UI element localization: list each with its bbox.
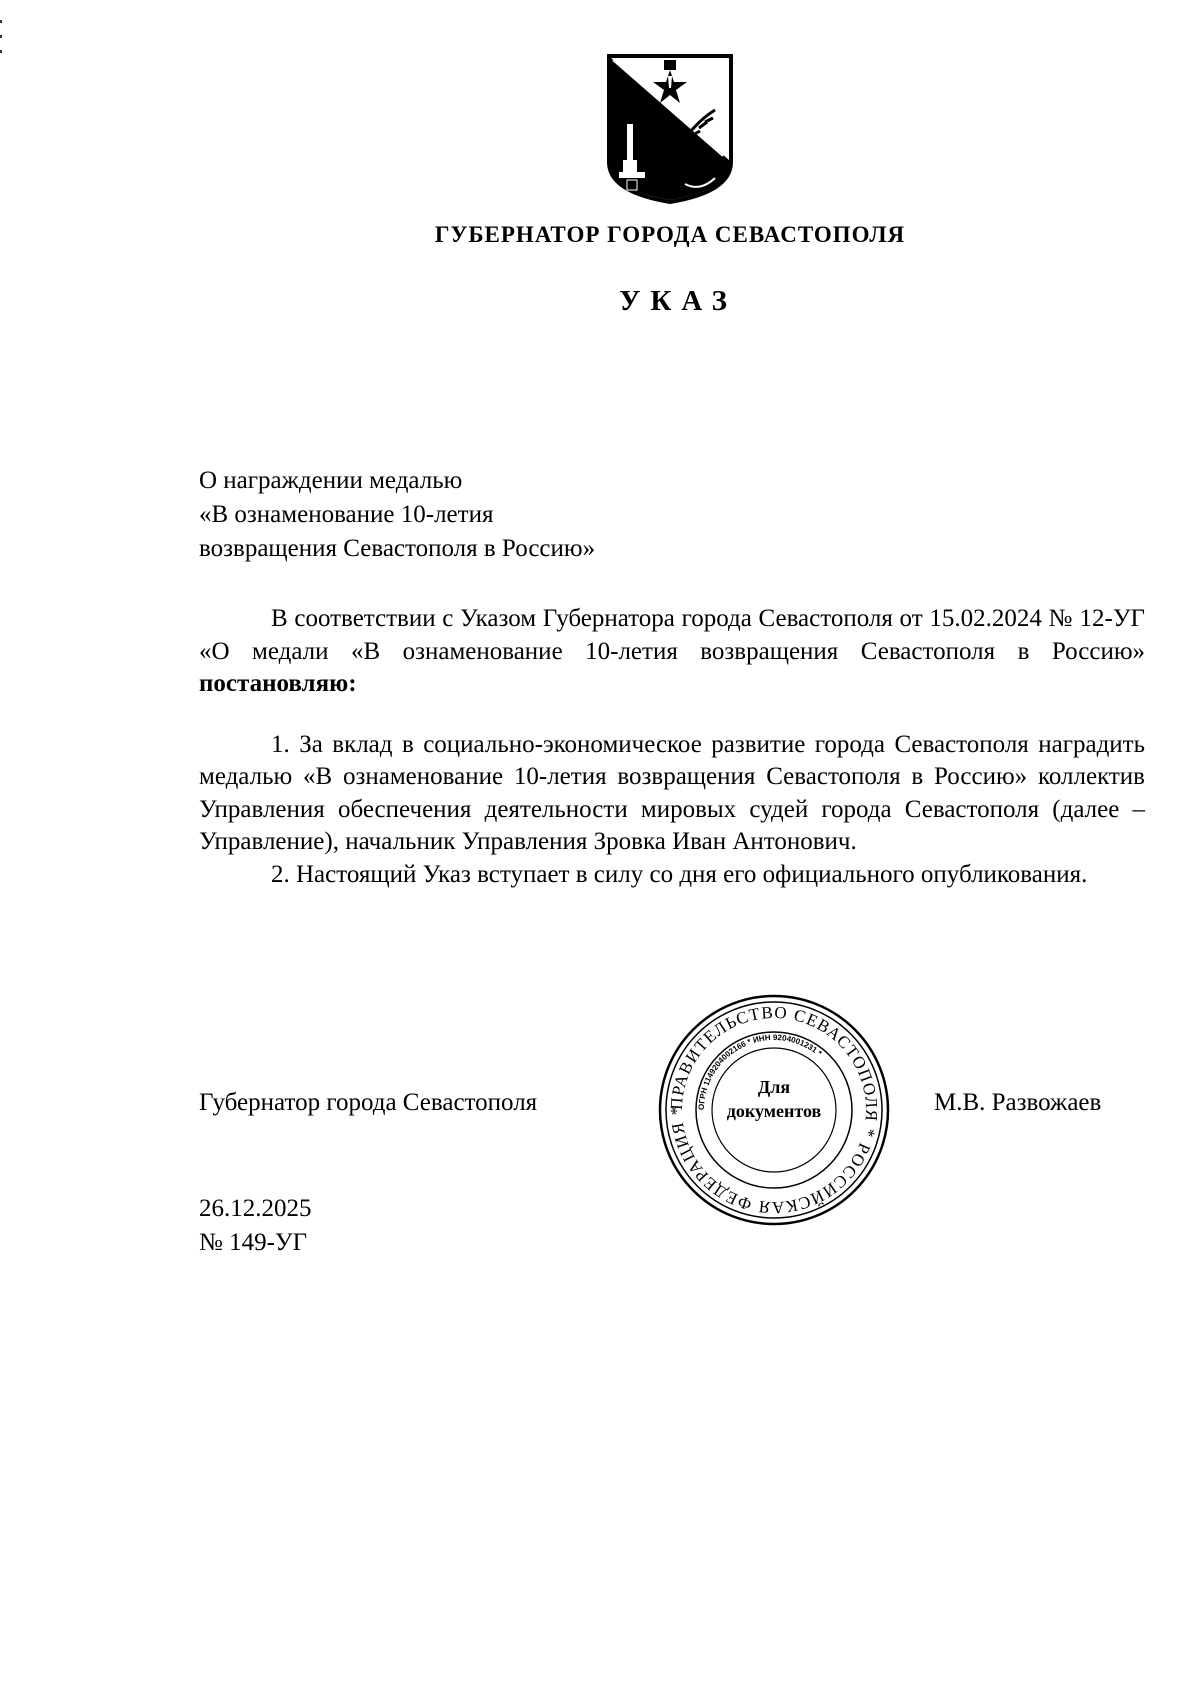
seal-center-line: документов — [726, 1101, 822, 1121]
decree-subject — [199, 464, 595, 566]
decree-date: 26.12.2025 — [199, 1195, 312, 1222]
subject-line: возвращения Севастополя в Россию» — [199, 535, 596, 562]
decree-number: № 149-УГ — [199, 1229, 308, 1256]
signatory-position: Губернатор города Севастополя — [199, 1089, 538, 1116]
seal-inner-ring-text: ОГРН 1149204002166 * ИНН 9204001231 * — [696, 1032, 824, 1111]
preamble-text: В соответствии с Указом Губернатора города Севастополя от 15.02.2024 № 12-УГ «О медали «В ознаменование 10-летия возвращения Севастополя в Россию» — [199, 605, 1145, 665]
subject-line: «В ознаменование 10-летия — [199, 501, 494, 528]
decree-registration — [199, 1192, 312, 1260]
subject-line: О награждении медалью — [199, 467, 463, 494]
preamble-paragraph — [199, 603, 1145, 701]
item-1-paragraph: 1. За вклад в социально-экономическое развитие города Севастополя наградить медалью «В ознаменование 10-летия возвращения Севастополя в Россию» коллектив Управления обеспечения деятельности мировых судей города Севастополя (далее – Управление), начальник Управления Зровка Иван Антонович. — [199, 730, 1145, 855]
scan-edge-marks — [0, 20, 3, 60]
resolution-word: постановляю: — [199, 670, 357, 697]
item-2-paragraph: 2. Настоящий Указ вступает в силу со дня его официального опубликования. — [271, 860, 1088, 888]
seal-outer-ring-text: ПРАВИТЕЛЬСТВО СЕВАСТОПОЛЯ * РОССИЙСКАЯ ФЕДЕРАЦИЯ * — [666, 1002, 882, 1218]
signatory-name: М.В. Развожаев — [934, 1089, 1102, 1116]
seal-center-line: Для — [757, 1077, 791, 1097]
document-type-title: УКАЗ — [619, 285, 737, 317]
decree-body — [199, 603, 1145, 891]
issuer-heading: ГУБЕРНАТОР ГОРОДА СЕВАСТОПОЛЯ — [434, 222, 906, 247]
coat-of-arms-icon — [605, 52, 735, 204]
